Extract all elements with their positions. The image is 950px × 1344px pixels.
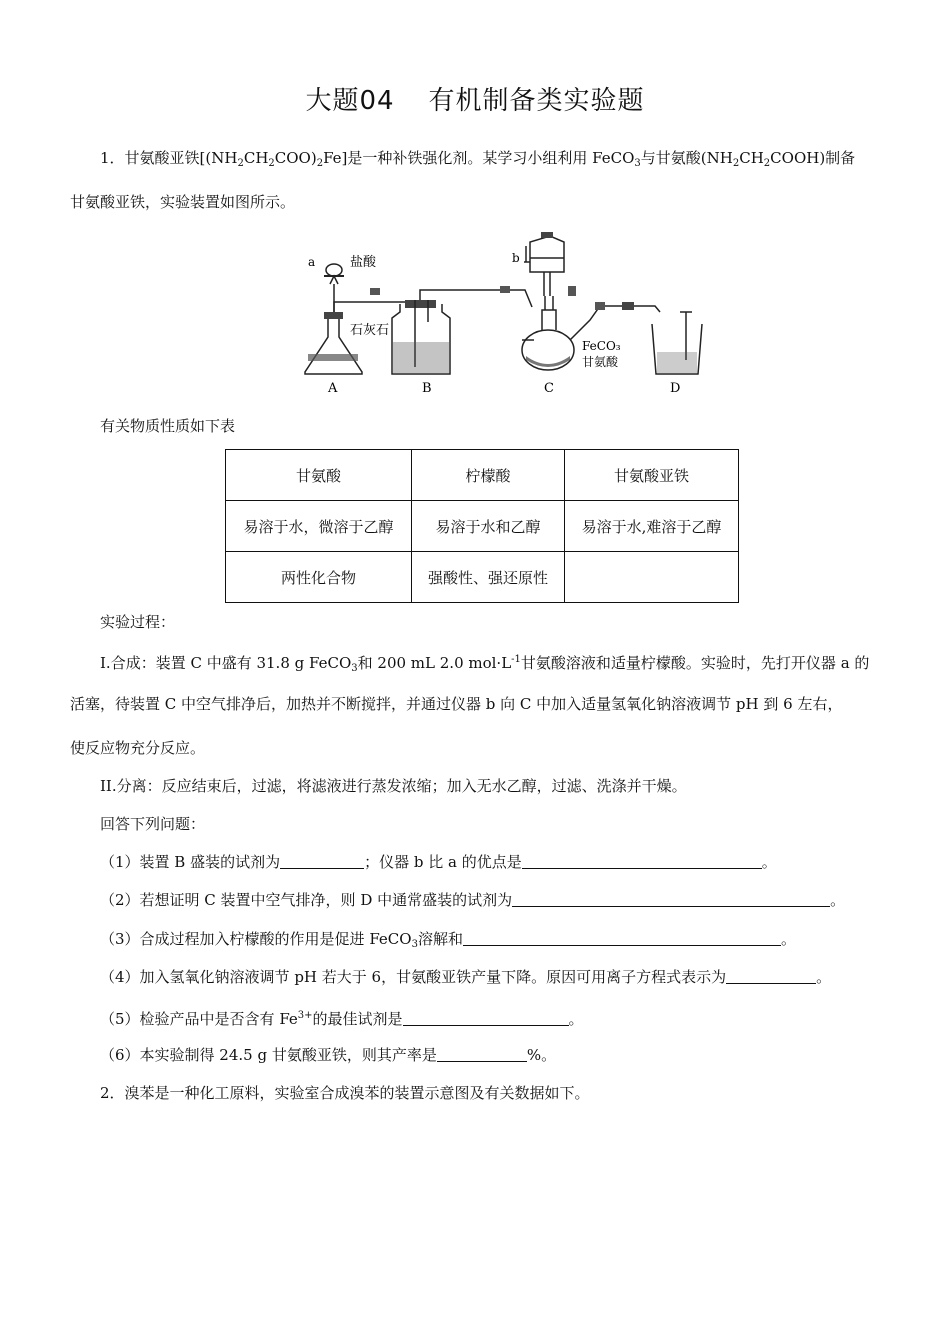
- table-cell: [565, 552, 739, 603]
- label-C: C: [544, 381, 554, 396]
- label-limestone: 石灰石: [350, 323, 390, 338]
- label-D: D: [670, 381, 681, 396]
- table-cell: 柠檬酸: [412, 450, 565, 501]
- subquestion-2: （2）若想证明 C 装置中空气排净，则 D 中通常盛装的试剂为 。: [100, 891, 846, 909]
- subquestion-4: （4）加入氢氧化钠溶液调节 pH 若大于 6，甘氨酸亚铁产量下降。原因可用离子方程式表示为 。: [100, 968, 832, 986]
- label-instrument-b: b: [512, 251, 520, 265]
- answer-blank[interactable]: [726, 969, 816, 984]
- q2-intro: 2．溴苯是一种化工原料，实验室合成溴苯的装置示意图及有关数据如下。: [100, 1084, 590, 1102]
- table-cell: 甘氨酸: [226, 450, 412, 501]
- answer-blank[interactable]: [280, 854, 364, 869]
- q1-intro-line2: 甘氨酸亚铁，实验装置如图所示。: [70, 193, 296, 211]
- label-glycine: 甘氨酸: [582, 355, 619, 369]
- step1-line1: I.合成：装置 C 中盛有 31.8 g FeCO$_3$和 200 mL 2.0 $mol\cdot L^{-1}$甘氨酸溶液和适量柠檬酸。实验时，先打开仪器 a 的: [100, 654, 870, 674]
- label-A: A: [328, 381, 338, 396]
- table-cell: 两性化合物: [226, 552, 412, 603]
- label-B: B: [422, 381, 432, 396]
- step1-line3: 使反应物充分反应。: [70, 739, 206, 757]
- answer-blank[interactable]: [403, 1011, 569, 1026]
- table-cell: 易溶于水和乙醇: [412, 501, 565, 552]
- answer-blank[interactable]: [437, 1047, 527, 1062]
- answer-label: 回答下列问题：: [100, 815, 206, 833]
- title-part-number: 大题04: [305, 86, 395, 116]
- table-cell: 易溶于水,难溶于乙醇: [565, 501, 739, 552]
- answer-blank[interactable]: [463, 931, 781, 946]
- apparatus-figure: [300, 232, 720, 398]
- step2-line: II.分离：反应结束后，过滤，将滤液进行蒸发浓缩；加入无水乙醇，过滤、洗涤并干燥。: [100, 777, 687, 795]
- subquestion-1: （1）装置 B 盛装的试剂为 ；仪器 b 比 a 的优点是 。: [100, 853, 777, 871]
- page-title: [0, 80, 950, 117]
- answer-blank[interactable]: [522, 854, 762, 869]
- label-instrument-a: a: [308, 255, 316, 269]
- table-cell: 易溶于水，微溶于乙醇: [226, 501, 412, 552]
- q1-intro-line1: 1．甘氨酸亚铁$[(NH_2CH_2COO)_2Fe]$是一种补铁强化剂。某学习小组利用 FeCO$_3$与甘氨酸$(NH_2CH_2COOH)$制备: [100, 149, 856, 169]
- answer-blank[interactable]: [512, 892, 830, 907]
- label-feco3: FeCO₃: [582, 339, 621, 353]
- table-row: [226, 450, 739, 501]
- subquestion-3: （3）合成过程加入柠檬酸的作用是促进 FeCO$_3$溶解和 。: [100, 930, 796, 950]
- step1-line2: 活塞，待装置 C 中空气排净后，加热并不断搅拌，并通过仪器 b 向 C 中加入适量氢氧化钠溶液调节 pH 到 6 左右，: [70, 695, 843, 713]
- subquestion-5: （5）检验产品中是否含有 $Fe^{3+}$的最佳试剂是 。: [100, 1010, 584, 1028]
- label-hydrochloric-acid: 盐酸: [350, 255, 377, 270]
- table-cell: 强酸性、强还原性: [412, 552, 565, 603]
- properties-table: [225, 449, 739, 603]
- table-cell: 甘氨酸亚铁: [565, 450, 739, 501]
- table-caption: 有关物质性质如下表: [100, 417, 236, 435]
- table-row: [226, 552, 739, 603]
- table-row: [226, 501, 739, 552]
- subquestion-6: （6）本实验制得 24.5 g 甘氨酸亚铁，则其产率是 %。: [100, 1046, 557, 1064]
- process-label: 实验过程：: [100, 613, 176, 631]
- title-topic: 有机制备类实验题: [428, 86, 645, 116]
